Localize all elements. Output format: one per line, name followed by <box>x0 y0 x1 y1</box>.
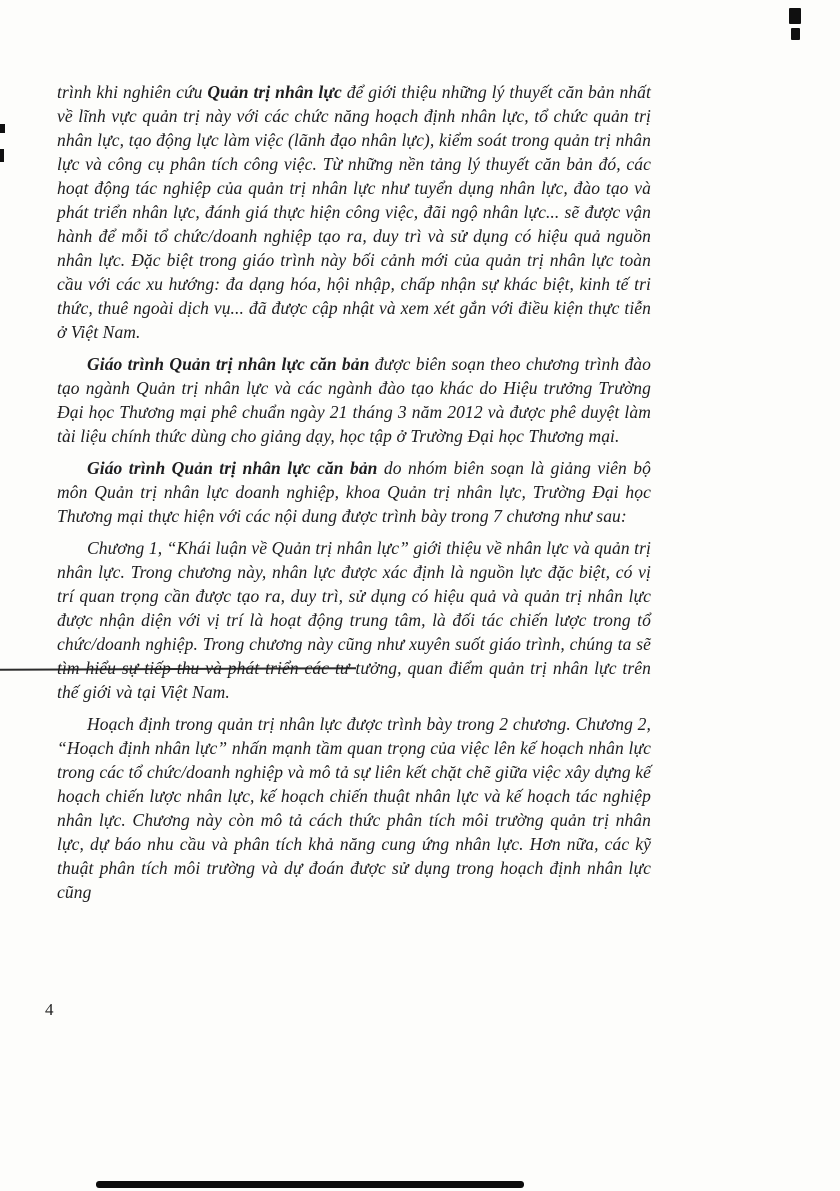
scan-artifact-bottom-bar <box>96 1181 524 1188</box>
paragraph <box>57 80 651 344</box>
scan-artifact-left-edge <box>0 124 5 133</box>
text-block <box>57 80 651 912</box>
bold-text-run: Quản trị nhân lực <box>207 82 342 102</box>
scan-artifact-top-right-2 <box>791 28 800 40</box>
text-run: để giới thiệu những lý thuyết căn bản nhất về lĩnh vực quản trị này với các chức năng hoạch định nhân lực, tổ chức quản trị nhân lực, tạo động lực làm việc (lãnh đạo nhân lực), kiểm soát trong quản trị nhân lực và công cụ phân tích công việc. Từ những nền tảng lý thuyết căn bản đó, các hoạt động tác nghiệp của quản trị nhân lực như tuyển dụng nhân lực, đào tạo và phát triển nhân lực, đánh giá thực hiện công việc, đãi ngộ nhân lực... sẽ được vận hành để mỗi tổ chức/doanh nghiệp tạo ra, duy trì và sử dụng có hiệu quả nguồn nhân lực. Đặc biệt trong giáo trình này bối cảnh mới của quản trị nhân lực toàn cầu với các xu hướng: đa dạng hóa, hội nhập, chấp nhận sự khác biệt, kinh tế tri thức, thuê ngoài dịch vụ... đã được cập nhật và xem xét gắn với điều kiện thực tiễn ở Việt Nam. <box>57 82 651 342</box>
paragraph <box>57 536 651 704</box>
paragraph <box>57 712 651 904</box>
scan-artifact-left-edge-2 <box>0 149 4 162</box>
paragraph <box>57 456 651 528</box>
text-run: trình khi nghiên cứu <box>57 82 208 102</box>
scan-artifact-top-right <box>789 8 801 24</box>
text-run: do nhóm biên soạn là giảng viên bộ môn Quản trị nhân lực doanh nghiệp, khoa Quản trị nhân lực, Trường Đại học Thương mại thực hiện với các nội dung được trình bày trong 7 chương như sau: <box>57 458 651 526</box>
bold-text-run: Giáo trình Quản trị nhân lực căn bản <box>87 458 378 478</box>
page-number: 4 <box>45 1000 54 1019</box>
paragraph <box>57 352 651 448</box>
text-run: Hoạch định trong quản trị nhân lực được trình bày trong 2 chương. Chương 2, “Hoạch định nhân lực” nhấn mạnh tầm quan trọng của việc lên kế hoạch nhân lực trong các tổ chức/doanh nghiệp và mô tả sự liên kết chặt chẽ giữa việc xây dựng kế hoạch chiến lược nhân lực, kế hoạch chiến thuật nhân lực và kế hoạch tác nghiệp nhân lực. Chương này còn mô tả cách thức phân tích môi trường quản trị nhân lực, dự báo nhu cầu và phân tích khả năng cung ứng nhân lực. Hơn nữa, các kỹ thuật phân tích môi trường và dự đoán được sử dụng trong hoạch định nhân lực cũng <box>57 714 651 902</box>
text-run: Chương 1, “Khái luận về Quản trị nhân lực” giới thiệu về nhân lực và quản trị nhân lực. Trong chương này, nhân lực được xác định là nguồn lực đặc biệt, có vị trí quan trọng cần được tạo ra, duy trì, sử dụng có hiệu quả và quản trị nhân lực được nhận diện với vị trí là hoạt động trung tâm, là đối tác chiến lược trong tổ chức/doanh nghiệp. Trong chương này cũng như xuyên suốt giáo trình, chúng ta sẽ tìm hiểu sự tiếp thu và phát triển các tư tưởng, quan điểm quản trị nhân lực trên thế giới và tại Việt Nam. <box>57 538 651 702</box>
text-run: được biên soạn theo chương trình đào tạo ngành Quản trị nhân lực và các ngành đào tạo khác do Hiệu trưởng Trường Đại học Thương mại phê chuẩn ngày 21 tháng 3 năm 2012 và được phê duyệt làm tài liệu chính thức dùng cho giảng dạy, học tập ở Trường Đại học Thương mại. <box>57 354 651 446</box>
bold-text-run: Giáo trình Quản trị nhân lực căn bản <box>87 354 370 374</box>
